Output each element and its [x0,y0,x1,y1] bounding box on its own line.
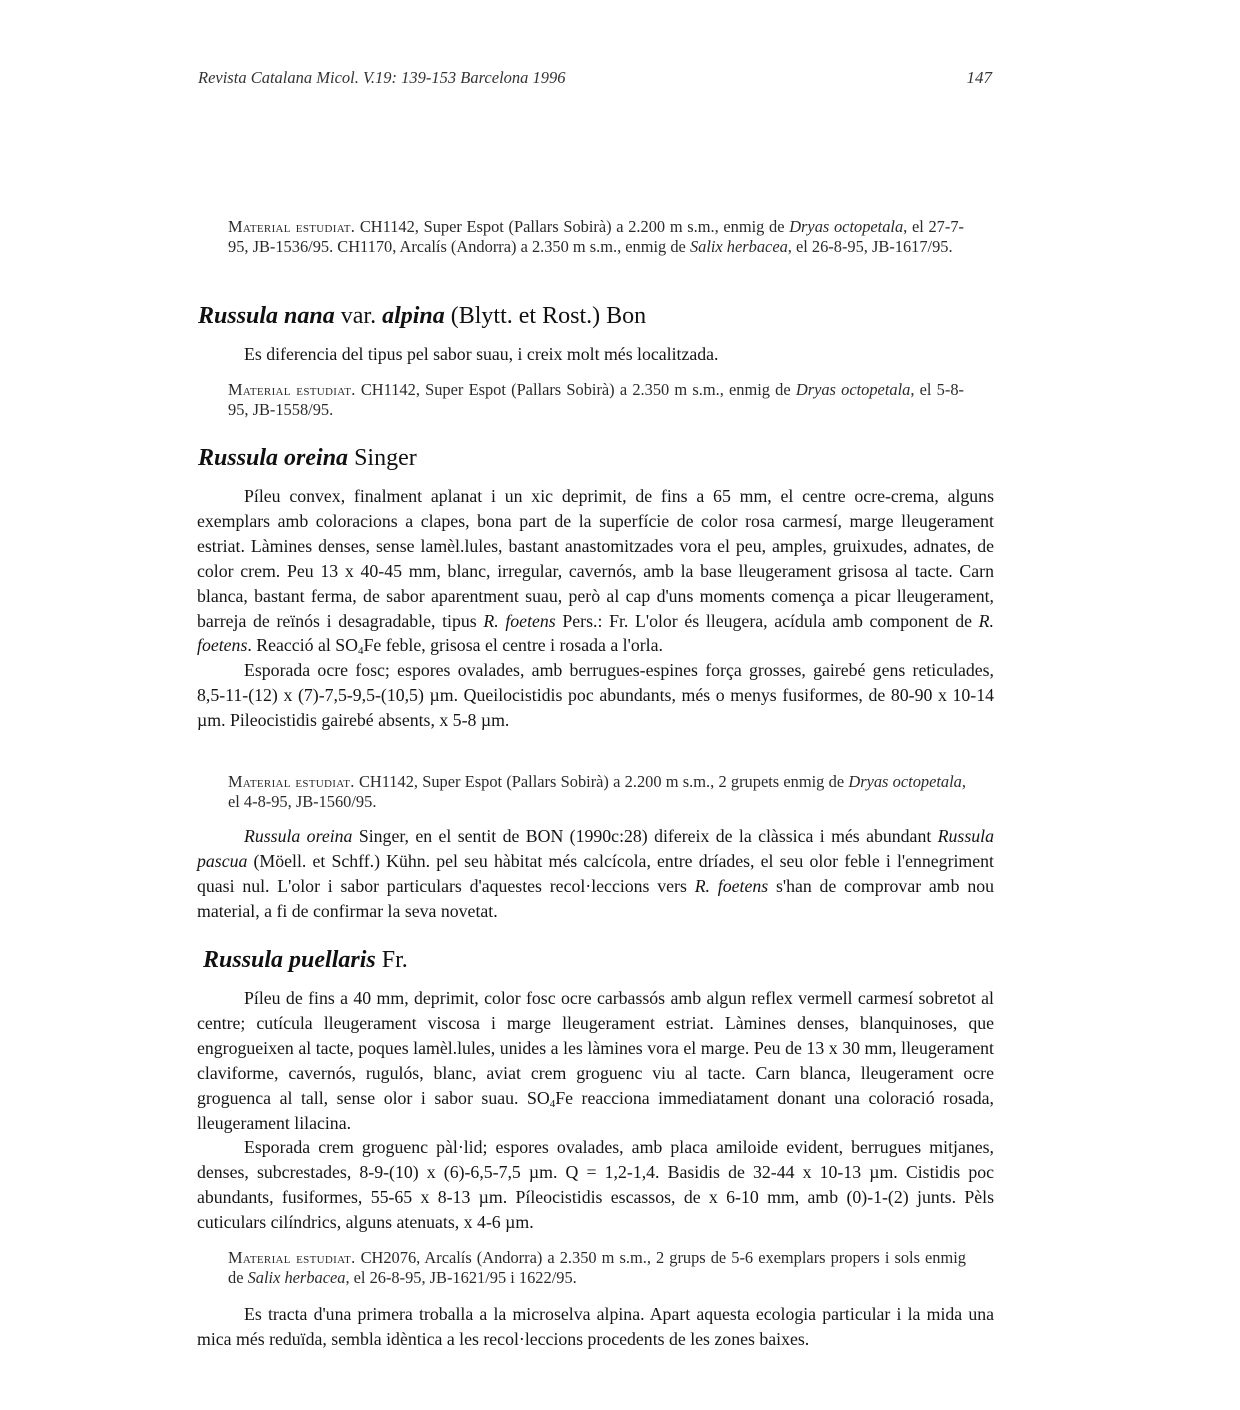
material-text: CH1142, Super Espot (Pallars Sobirà) a 2.350 m s.m., enmig de [360,380,791,399]
material-text: , el 4-8-95, JB-1560/95. [228,772,966,811]
page-number: 147 [966,68,992,87]
species-name: Russula oreina [244,826,353,846]
taxon-rank: var. [340,303,377,329]
species-name: R. foetens [694,875,769,896]
material-text: , el 5-8-95, JB-1558/95. [228,380,964,419]
species-name: Salix herbacea [689,236,788,256]
material-text: CH1142, Super Espot (Pallars Sobirà) a 2.200 m s.m., 2 grupets enmig de [358,772,845,791]
page-header [198,68,992,92]
species-name: Dryas octopetala [789,217,904,236]
species-name: Dryas octopetala [795,380,911,399]
species-name: Dryas octopetala [848,772,962,791]
puellaris-material-examined [228,1248,966,1287]
puellaris-paragraph-macroscopic: Píleu de fins a 40 mm, deprimit, color fosc ocre carbassós amb algun reflex vermell carmesí sobretot al centre; cutícula lleugerament viscosa i marge lleugerament estriat. Làmines denses, blanquinoses, que engrogueixen al tacte, poques lamèl.lules, unides a les làmines vora el marge. Peu de 13 x 30 mm, lleugerament claviforme, cavernós, rugulós, blanc, aviat crem groguenc viu al tacte. Carn blanca, lleugerament ocre groguenca al tall, sense olor i sabor suau. $SO_4Fe$ reacciona immediatament donant una coloració rosada, lleugerament lilacina. [197,988,994,1133]
nana-material-examined [228,380,964,419]
material-text: CH2076, Arcalís (Andorra) a 2.350 m s.m., 2 grups de 5-6 exemplars propers i sols enmig de [228,1248,966,1287]
puellaris-paragraph-microscopic: Esporada crem groguenc pàl·lid; espores ovalades, amb placa amiloide evident, berrugues mitjanes, denses, subcrestades, 8-9-(10) x (6)-6,5-7,5 µm. Q = 1,2-1,4. Basidis de 32-44 x 10-13 µm. Cistidis poc abundants, fusiformes, 55-65 x 8-13 µm. Píleocistidis escassos, de x 6-10 mm, amb (0)-1-(2) junts. Pèls cuticulars cilíndrics, alguns atenuats, x 4-6 µm. [197,1137,994,1233]
material-text: CH1142, Super Espot (Pallars Sobirà) a 2.200 m s.m., enmig de [359,217,785,236]
species-name: R. foetens [483,610,556,631]
species-name: Russula nana [198,303,335,329]
material-label: Material estudiat. [228,380,356,399]
oreina-note: Russula oreina Singer, en el sentit de BON (1990c:28) difereix de la clàssica i més abundant Russula pascua (Möell. et Schff.) Kühn. pel seu hàbitat més calcícola, entre dríades, el seu olor feble i l'ennegriment quasi nul. L'olor i sabor particulars d'aquestes recol·leccions vers R. foetens s'han de comprovar amb nou material, a fi de confirmar la seva novetat. [197,826,994,921]
taxon-author: Fr. [381,947,408,973]
taxon-author: (Blytt. et Rost.) Bon [450,303,647,329]
species-name: Salix herbacea [247,1267,346,1287]
species-name: Russula puellaris [203,947,376,973]
material-label: Material estudiat. [228,217,356,236]
material-examined-dryas-salix [228,217,964,256]
oreina-paragraph-macroscopic: Píleu convex, finalment aplanat i un xic deprimit, de fins a 65 mm, el centre ocre-crema, alguns exemplars amb coloracions a clapes, bona part de la superfície de color rosa carmesí, marge lleugerament estriat. Làmines denses, sense lamèl.lules, bastant anastomitzades vora el peu, amples, gruixudes, adnates, de color crem. Peu 13 x 40-45 mm, blanc, irregular, cavernós, amb la base lleugerament grisosa al tacte. Carn blanca, bastant ferma, de sabor aparentment suau, però al cap d'uns moments comença a picar lleugerament, barreja de reïnós i desagradable, tipus R. foetens Pers.: Fr. L'olor és lleugera, acídula amb component de R. foetens. Reacció al $SO_4Fe$ feble, grisosa el centre i rosada a l'orla. [197,486,994,658]
oreina-material-examined [228,772,966,811]
species-heading-russula-oreina [198,444,417,472]
oreina-description [197,484,994,733]
puellaris-description [197,986,994,1235]
running-head: Revista Catalana Micol. V.19: 139-153 Barcelona 1996 [198,68,566,87]
taxon-author: Singer [354,445,417,471]
species-name: R. foetens [197,610,994,656]
material-label: Material estudiat. [228,1248,356,1267]
material-text: , el 27-7-95, JB-1536/95. CH1170, Arcalís (Andorra) a 2.350 m s.m., enmig de [228,217,964,256]
variety-name: alpina [382,303,445,329]
species-name: Russula oreina [198,445,349,471]
material-text: , el 26-8-95, JB-1621/95 i 1622/95. [345,1267,577,1287]
species-heading-russula-puellaris [203,946,408,974]
species-name: Russula pascua [197,826,994,871]
material-label: Material estudiat. [228,772,355,791]
species-heading-russula-nana [198,302,646,330]
nana-description: Es diferencia del tipus pel sabor suau, i creix molt més localitzada. [244,344,719,364]
puellaris-conclusion: Es tracta d'una primera troballa a la microselva alpina. Apart aquesta ecologia particular i la mida una mica més reduïda, sembla idèntica a les recol·leccions procedents de les zones baixes. [197,1304,994,1349]
material-text: , el 26-8-95, JB-1617/95. [787,236,953,256]
oreina-paragraph-microscopic: Esporada ocre fosc; espores ovalades, amb berrugues-espines força grosses, gairebé gens reticulades, 8,5-11-(12) x (7)-7,5-9,5-(10,5) µm. Queilocistidis poc abundants, més o menys fusiformes, de 80-90 x 10-14 µm. Pileocistidis gairebé absents, x 5-8 µm. [197,660,994,731]
